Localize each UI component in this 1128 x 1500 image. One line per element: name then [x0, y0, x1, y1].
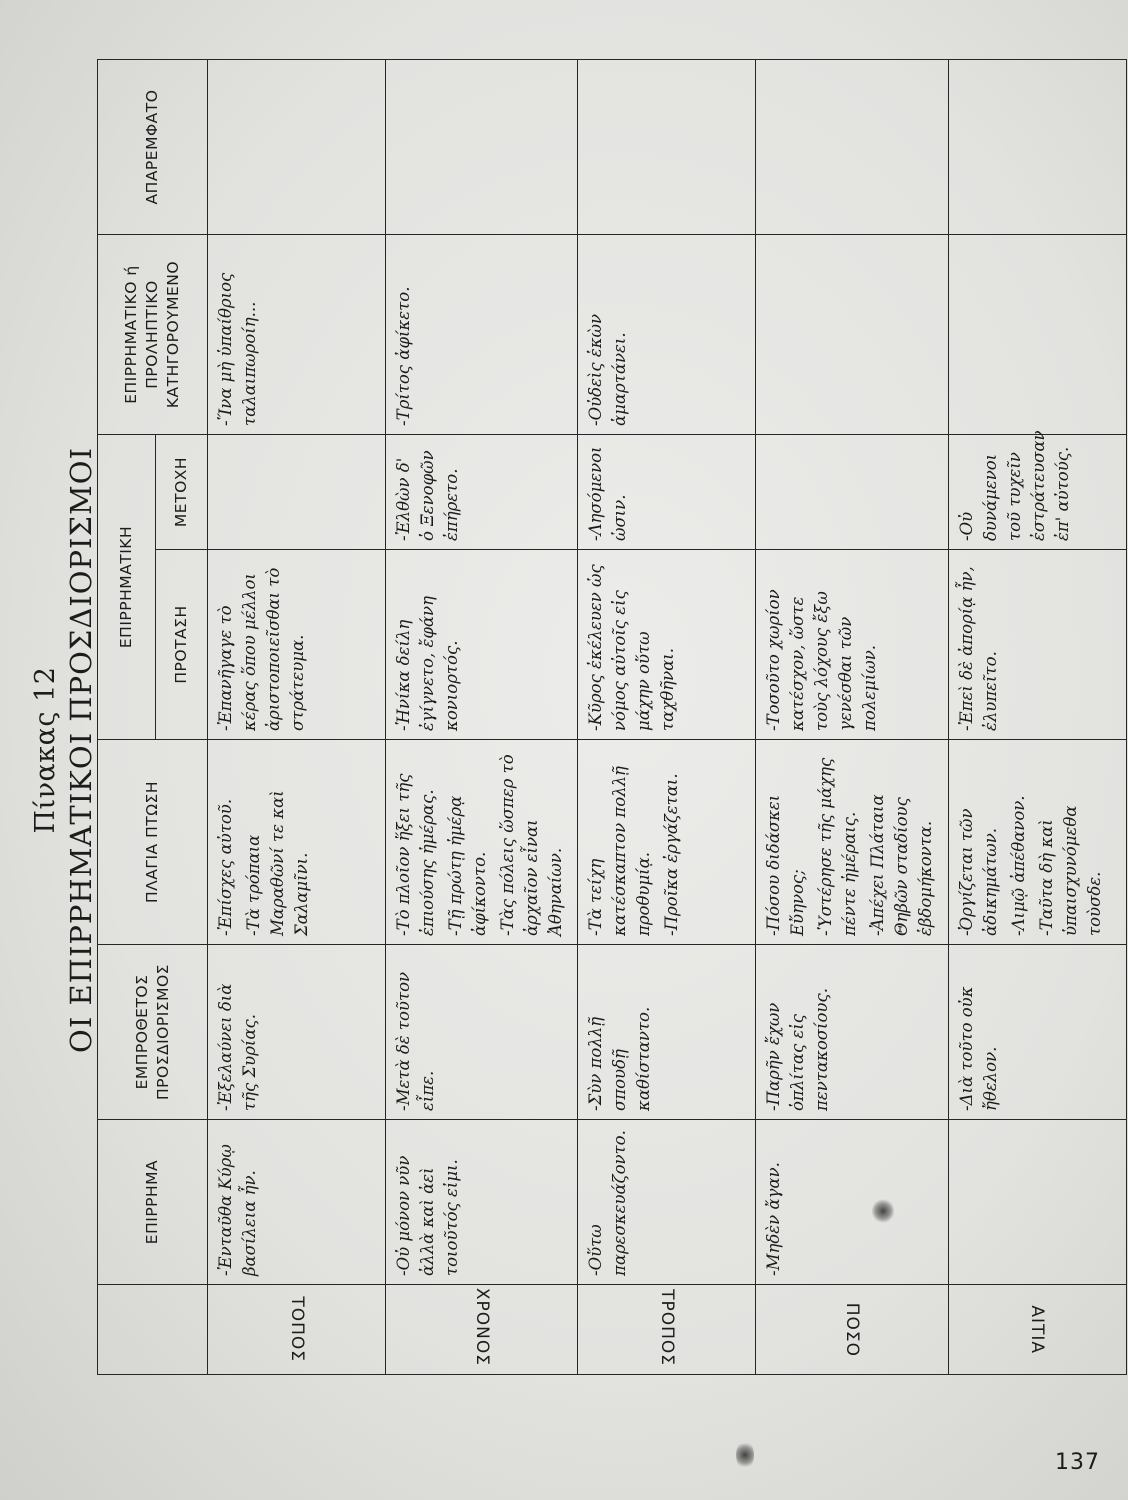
ink-smudge [736, 1440, 754, 1470]
table-row [208, 60, 386, 1375]
cell-adverb [578, 1120, 756, 1285]
cell-prepositional [756, 945, 948, 1120]
cell-prepositional [948, 945, 1126, 1120]
example-sentence: -Ἐπεὶ δὲ ἀπορίᾳ ἦν, ἐλυπεῖτο. [956, 566, 1000, 731]
row-label [578, 1285, 756, 1375]
example-sentence: -Ἵνα μὴ ὑπαίθριος ταλαιπωροίη... [216, 272, 259, 426]
example-sentence: -Ἡνίκα δείλη ἐγίγνετο, ἔφάνη κονιορτός. [394, 596, 461, 731]
header-infinitive: ΑΠΑΡΕΜΦΑΤΟ [98, 60, 208, 235]
cell-participle [208, 435, 386, 550]
adverbial-modifiers-table [97, 59, 1127, 1375]
cell-adverb [948, 1120, 1126, 1285]
header-oblique-case: ΠΛΑΓΙΑ ΠΤΩΣΗ [98, 740, 208, 945]
example-sentence: -Ἐλθὼν δ' ὁ Ξενοφῶν ἐπήρετο. [394, 450, 461, 541]
page-number: 137 [1055, 1450, 1100, 1475]
example-sentence: -Πόσου διδάσκει Εὔηνος; [764, 794, 808, 936]
example-sentence: -Τὰ τείχη κατέσκαπτον πολλῇ προθυμίᾳ. [586, 766, 654, 936]
cell-predicative [948, 235, 1126, 435]
cell-adverb [756, 1120, 948, 1285]
table-row [386, 60, 578, 1375]
example-sentence: -Τοσοῦτο χωρίον κατέσχον, ὥστε τοὺς λόχους ἔξω γενέσθαι τῶν πολεμίων. [764, 589, 880, 731]
cell-oblique-case [208, 740, 386, 945]
example-sentence: -Τὸ πλοῖον ἥξει τῆς ἐπιούσης ἡμέρας. [394, 773, 437, 936]
table-row [948, 60, 1126, 1375]
example-sentence: -Κῦρος ἐκέλευεν ὡς νόμος αὐτοῖς εἰς μάχην οὕτω ταχθῆναι. [586, 564, 678, 731]
example-sentence: -Λιμῷ ἀπέθανον. [1008, 795, 1028, 936]
example-sentence: -Τὰ τρόπαια Μαραθῶνί τε καὶ Σαλαμῖνι. [243, 790, 311, 936]
example-sentence: -Ἐξελαύνει διὰ τῆς Συρίας. [216, 983, 259, 1111]
example-sentence: -Παρῆν ἔχων ὁπλίτας εἰς πεντακοσίους. [764, 988, 832, 1111]
example-sentence: -Ὑστέρησε τῆς μάχης πέντε ἡμέραις. [816, 757, 860, 936]
cell-clause [948, 550, 1126, 740]
example-sentence: -Ὀργίζεται τῶν ἀδικημάτων. [956, 808, 1000, 936]
example-sentence: -Ταῦτα δὴ καὶ ὑπαισχυνόμεθα τοὺσδε. [1036, 805, 1104, 936]
example-sentence: -Τρίτος ἀφίκετο. [394, 286, 413, 426]
table-title: ΟΙ ΕΠΙΡΡΗΜΑΤΙΚΟΙ ΠΡΟΣΔΙΟΡΙΣΜΟΙ [64, 447, 98, 1053]
cell-infinitive [578, 60, 756, 235]
cell-participle [578, 435, 756, 550]
example-sentence: -Σὺν πολλῇ σπουδῇ καθίσταντο. [586, 1006, 654, 1111]
example-sentence: -Μετὰ δὲ τοῦτον εἶπε. [394, 971, 437, 1111]
cell-predicative [208, 235, 386, 435]
cell-clause [386, 550, 578, 740]
cell-clause [756, 550, 948, 740]
cell-oblique-case [948, 740, 1126, 945]
example-sentence: -Μηδὲν ἄγαν. [764, 1162, 784, 1276]
cell-predicative [756, 235, 948, 435]
header-adverb: ΕΠΙΡΡΗΜΑ [98, 1120, 208, 1285]
cell-predicative [578, 235, 756, 435]
example-sentence: -Οὐδεὶς ἑκὼν ἁμαρτάνει. [586, 313, 630, 426]
example-sentence: -Οὕτω παρεσκευάζοντο. [586, 1130, 630, 1276]
cell-participle [948, 430, 1126, 550]
table-row [578, 60, 756, 1375]
header-participle: ΜΕΤΟΧΗ [156, 435, 208, 550]
table-number: Πίνακας 12 [30, 666, 61, 834]
example-sentence: -Ἐπίσχες αὐτοῦ. [216, 798, 235, 936]
row-label-text: ΤΡΟΠΟΣ [656, 1289, 677, 1366]
example-sentence: -Οὐ δυνάμενοι τοῦ τυχεῖν ἐστράτευσαν ἐπ' αὐτούς. [956, 430, 1072, 541]
row-label [386, 1285, 578, 1375]
cell-adverb [208, 1120, 386, 1285]
row-label [756, 1285, 948, 1375]
cell-prepositional [386, 945, 578, 1120]
example-sentence: -Ἀπέχει Πλάταια Θηβῶν σταδίους ἑβδομήκοντα. [868, 794, 935, 936]
cell-infinitive [386, 60, 578, 235]
table-row [756, 60, 948, 1375]
header-category [98, 1285, 208, 1375]
header-predicative: ΕΠΙΡΡΗΜΑΤΙΚΟ ή ΠΡΟΛΗΠΤΙΚΟ ΚΑΤΗΓΟΡΟΥΜΕΝΟ [98, 235, 208, 435]
row-label [208, 1285, 386, 1375]
cell-prepositional [578, 945, 756, 1120]
example-sentence: -Λησόμενοι ὡσιν. [586, 446, 630, 541]
example-sentence: -Προῖκα ἐργάζεται. [662, 773, 682, 936]
row-label-text: ΠΟΣΟ [842, 1302, 863, 1357]
header-adverbial: ΕΠΙΡΡΗΜΑΤΙΚΗ [98, 435, 156, 740]
cell-clause [578, 550, 756, 740]
example-sentence: -Διὰ τοῦτο οὐκ ἤθελον. [956, 986, 1000, 1111]
cell-oblique-case [756, 740, 948, 945]
cell-oblique-case [386, 740, 578, 945]
header-prepositional: ΕΜΠΡΟΘΕΤΟΣ ΠΡΟΣΔΙΟΡΙΣΜΟΣ [98, 945, 208, 1120]
cell-infinitive [948, 60, 1126, 235]
ink-smudge [872, 1198, 894, 1224]
row-label-text: ΑΙΤΙΑ [1027, 1305, 1048, 1354]
example-sentence: -Ἐπανῆγαγε τὸ κέρας ὅπου μέλλοι ἀριστοποιεῖσθαι τὸ στράτευμα. [216, 567, 307, 731]
cell-oblique-case [578, 740, 756, 945]
example-sentence: -Ἐνταῦθα Κύρῳ βασίλεια ἦν. [216, 1144, 259, 1276]
cell-predicative [386, 235, 578, 435]
example-sentence: -Τὰς πόλεις ὥσπερ τὸ ἀρχαῖον εἶναι Ἀθηναίων. [497, 754, 565, 936]
example-sentence: -Τῇ πρώτῃ ἡμέρᾳ ἀφίκοντο. [445, 795, 489, 936]
cell-participle [386, 435, 578, 550]
cell-clause [208, 550, 386, 740]
cell-prepositional [208, 945, 386, 1120]
example-sentence: -Οὐ μόνον νῦν ἀλλὰ καὶ ἀεὶ τοιοῦτός εἰμι. [394, 1155, 461, 1276]
cell-infinitive [208, 60, 386, 235]
row-label [948, 1285, 1126, 1375]
row-label-text: ΧΡΟΝΟΣ [471, 1287, 492, 1366]
header-clause: ΠΡΟΤΑΣΗ [156, 550, 208, 740]
cell-participle [756, 435, 948, 550]
cell-adverb [386, 1120, 578, 1285]
row-label-text: ΤΟΠΟΣ [286, 1296, 307, 1363]
cell-infinitive [756, 60, 948, 235]
